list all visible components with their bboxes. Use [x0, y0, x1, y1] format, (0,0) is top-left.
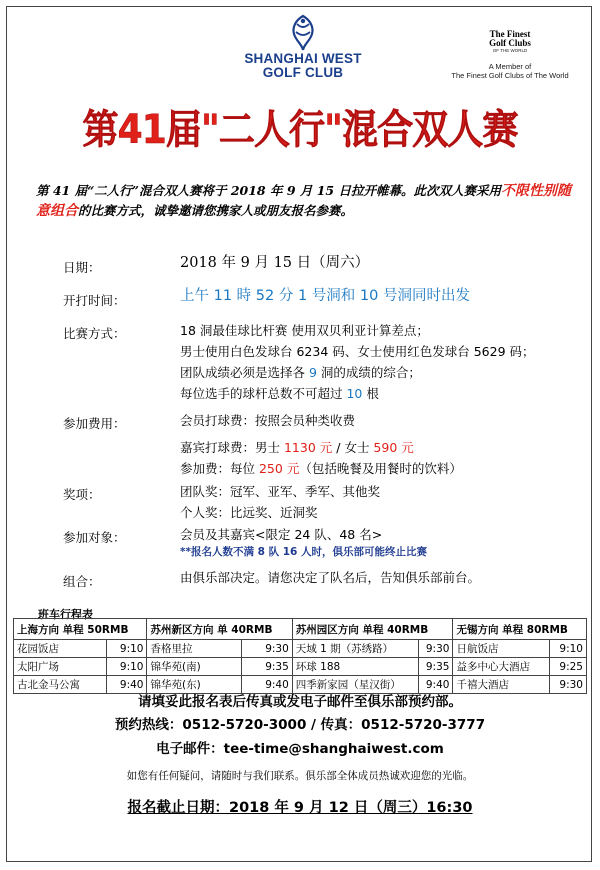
finest-line1: The Finest: [489, 29, 531, 39]
stop-time: 9:30: [242, 640, 293, 658]
club-name-line2: GOLF CLUB: [262, 65, 344, 80]
bus-header-suzhou-park: 苏州园区方向 单程 40RMB: [292, 619, 453, 640]
prize-label: 奖项：: [63, 487, 101, 502]
stop-time: 9:10: [106, 640, 147, 658]
stop-name: 环球 188: [292, 658, 418, 676]
member-line2: The Finest Golf Clubs of The World: [451, 71, 569, 80]
group-label: 组合：: [63, 574, 101, 589]
stop-name: 古北金马公寓: [14, 676, 107, 694]
stop-time: 9:30: [550, 676, 587, 694]
stop-time: 9:35: [419, 658, 453, 676]
stop-name: 香格里拉: [147, 640, 242, 658]
eligibility-details: [180, 524, 427, 559]
intro-part2: 的比赛方式，诚挚邀请您携家人或朋友报名参赛。: [78, 203, 354, 218]
group-value: 由俱乐部决定。请您决定了队名后，告知俱乐部前台。: [180, 570, 481, 585]
event-title: 第41届"二人行"混合双人赛: [82, 107, 518, 153]
footer-instruction: 请填妥此报名表后传真或发电子邮件至俱乐部预约部。: [138, 694, 462, 710]
club-logo: [236, 14, 370, 80]
date-value: 2018 年 9 月 15 日（周六）: [180, 255, 370, 271]
stop-time: 9:30: [419, 640, 453, 658]
stop-name: 千禧大酒店: [453, 676, 550, 694]
stop-name: 锦华苑(东): [147, 676, 242, 694]
footer-welcome: 如您有任何疑问，请随时与我们联系。俱乐部全体成员热诚欢迎您的光临。: [126, 770, 474, 782]
stop-time: 9:35: [242, 658, 293, 676]
eligibility-line1: 会员及其嘉宾<限定 24 队、48 名>: [180, 527, 383, 542]
footer-phone-fax: 预约热线：0512-5720-3000 / 传真：0512-5720-3777: [114, 717, 486, 733]
date-label: 日期：: [63, 260, 101, 275]
intro-highlight: 不限性别随意组合: [36, 183, 571, 219]
stop-name: 天域 1 期（苏绣路）: [292, 640, 418, 658]
table-row: [14, 658, 587, 676]
format-line1: 18 洞最佳球比杆赛 使用双贝利亚计算差点；: [180, 323, 429, 338]
stop-name: 太阳广场: [14, 658, 107, 676]
prize-line1: 团队奖：冠军、亚军、季军、其他奖: [180, 484, 381, 499]
bus-header-suzhou-new: 苏州新区方向 单 40RMB: [147, 619, 292, 640]
club-name-line1: SHANGHAI WEST: [244, 51, 362, 66]
format-label: 比赛方式：: [63, 326, 126, 341]
bus-header-row: [14, 619, 587, 640]
prize-details: [180, 481, 380, 523]
tee-time-label: 开打时间：: [63, 293, 126, 308]
bus-header-shanghai: 上海方向 单程 50RMB: [14, 619, 147, 640]
format-line4: 每位选手的球杆总数不可超过 10 根: [180, 386, 379, 401]
footer-email: 电子邮件：tee-time@shanghaiwest.com: [156, 741, 444, 757]
format-details: [180, 320, 535, 404]
stop-time: 9:40: [106, 676, 147, 694]
format-line3: 团队成绩必须是选择各 9 洞的成绩的综合；: [180, 365, 421, 380]
prize-line2: 个人奖：比远奖、近洞奖: [180, 505, 318, 520]
stop-name: 锦华苑(南): [147, 658, 242, 676]
fee-line3: 参加费：每位 250 元（包括晚餐及用餐时的饮料）: [180, 461, 462, 476]
table-row: [14, 640, 587, 658]
registration-deadline: [0, 796, 600, 817]
bus-schedule-table: [13, 618, 587, 694]
stop-name: 花园饭店: [14, 640, 107, 658]
finest-line3: OF THE WORLD: [492, 48, 528, 53]
stop-time: 9:25: [550, 658, 587, 676]
tee-time-value: 上午 11 時 52 分 1 号洞和 10 号洞同时出发: [180, 288, 470, 304]
bus-header-wuxi: 无锡方向 单程 80RMB: [453, 619, 587, 640]
fee-details: [180, 410, 462, 479]
stop-time: 9:10: [550, 640, 587, 658]
stop-name: 四季新家园（星汉街）: [292, 676, 418, 694]
eligibility-note: **报名人数不满 8 队 16 人时，俱乐部可能终止比赛: [180, 546, 428, 558]
fee-line1: 会员打球费：按照会员种类收费: [180, 413, 356, 428]
stop-name: 益多中心大酒店: [453, 658, 550, 676]
member-line1: A Member of: [488, 62, 532, 71]
format-line2: 男士使用白色发球台 6234 码、女士使用红色发球台 5629 码；: [180, 344, 535, 359]
fee-line2: 嘉宾打球费：男士 1130 元 / 女士 590 元: [180, 440, 414, 455]
finest-line2: Golf Clubs: [489, 38, 531, 48]
club-emblem-icon: [283, 14, 323, 52]
finest-clubs-logo: [435, 30, 585, 80]
stop-time: 9:40: [242, 676, 293, 694]
bus-schedule-title: 班车行程表: [38, 608, 93, 621]
stop-name: 日航饭店: [453, 640, 550, 658]
stop-time: 9:40: [419, 676, 453, 694]
stop-time: 9:10: [106, 658, 147, 676]
intro-part1: 第 41 届“二人行”混合双人赛将于 2018 年 9 月 15 日拉开帷幕。此次双人赛采用: [36, 183, 501, 198]
intro-paragraph: [36, 181, 572, 221]
fee-label: 参加费用：: [63, 416, 126, 431]
eligibility-label: 参加对象：: [63, 530, 126, 545]
deadline-text: 报名截止日期：2018 年 9 月 12 日（周三）16:30: [127, 800, 473, 816]
